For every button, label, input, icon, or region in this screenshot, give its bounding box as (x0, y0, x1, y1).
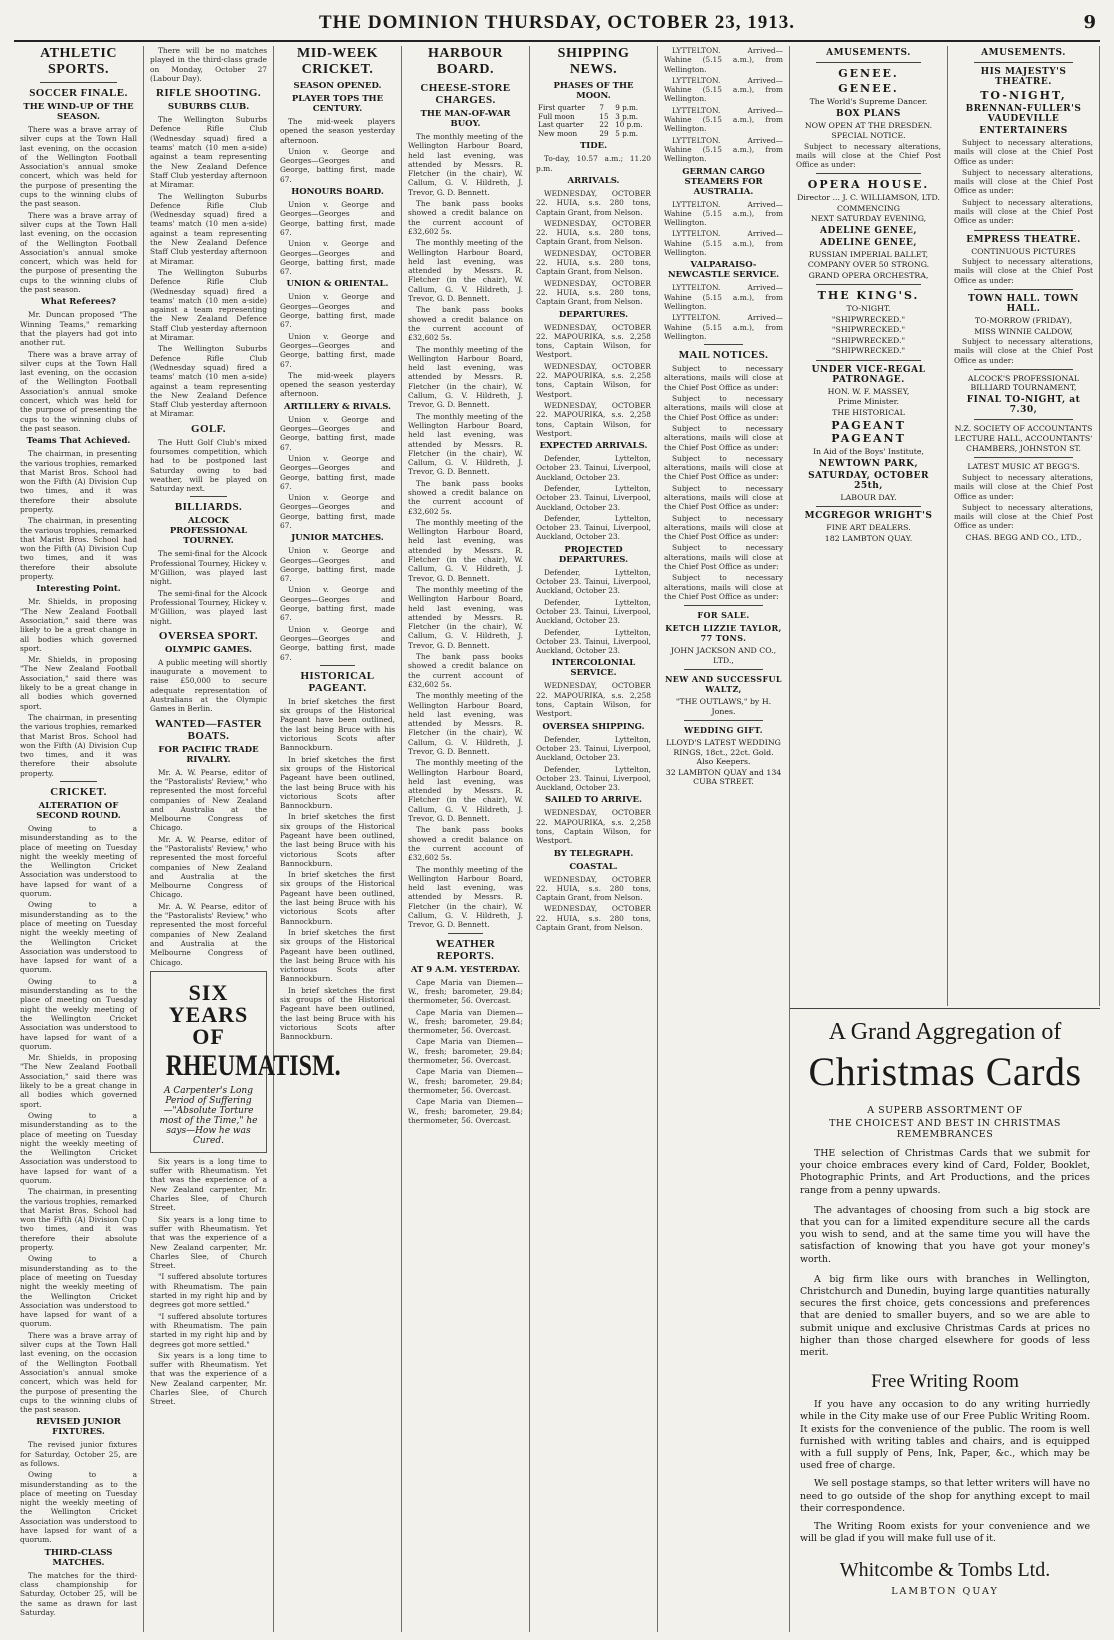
genee-title: GENEE. (838, 67, 899, 80)
adeline-genee-2: ADELINE GENEE, (819, 237, 918, 248)
alteration-subheading: ALTERATION OF SECOND ROUND. (36, 801, 121, 821)
day-cell: 22 (599, 120, 609, 130)
lecture-hall-line: LECTURE HALL, ACCOUNTANTS' CHAMBERS, JOHNSTON ST. (954, 434, 1093, 453)
company-line: COMPANY OVER 50 STRONG. (807, 260, 930, 270)
article-paragraph: The chairman, in presenting the various trophies, remarked that Marist Bros. School had won the Fifth (A) Division Cup two times, and it was therefore their absolute property. (20, 449, 137, 514)
article-paragraph: The monthly meeting of the Wellington Harbour Board, held last evening, was attended by Messrs. R. Fletcher (in the chair), W. Callum, G. V. Hildreth, J. Trevor, G. D. Bennett. (408, 864, 523, 930)
time-cell: 9 p.m. (615, 103, 639, 112)
article-paragraph: Subject to necessary alterations, mails will close at the Chief Post Office as under: (664, 513, 783, 542)
empress-theatre-title: EMPRESS THEATRE. (966, 234, 1081, 245)
wanted-heading: WANTED—FASTER BOATS. (154, 717, 263, 742)
writing-room-paragraph-2: We sell postage stamps, so that letter writers will have no need to go outside of the shop for anything except to mail their correspondence. (800, 1478, 1090, 1514)
boys-institute-line: In Aid of the Boys' Institute, (812, 447, 925, 457)
divider (974, 230, 1073, 231)
article-paragraph: The bank pass books showed a credit balance on the current account of £32,602 5s. (408, 478, 523, 516)
sailed-subheading: SAILED TO ARRIVE. (545, 795, 642, 806)
article-paragraph: WEDNESDAY, OCTOBER 22. HUIA, s.s. 280 tons, Captain Grant, from Nelson. (536, 278, 651, 307)
athletic-sports-heading: ATHLETIC SPORTS. (40, 46, 117, 77)
labour-day-line: LABOUR DAY. (840, 492, 897, 502)
newtown-park-line: NEWTOWN PARK, (818, 458, 919, 469)
article-paragraph: Owing to a misunderstanding as to the place of meeting on Tuesday night the weekly meeting of the Wellington Cricket Association was understood to have lapsed for want of a quorum. (20, 900, 137, 975)
article-paragraph: The monthly meeting of the Wellington Harbour Board, held last evening, was attended by Messrs. R. Fletcher (in the chair), W. Callum, G. V. Hildreth, J. Trevor, G. D. Bennett. (408, 584, 523, 650)
seller-name: JOHN JACKSON AND CO., LTD., (670, 646, 777, 665)
advert-title-line-1: A Grand Aggregation of (828, 1019, 1062, 1045)
caldow-line: MISS WINNIE CALDOW, (974, 326, 1073, 336)
article-paragraph: In brief sketches the first six groups of the Historical Pageant have been outlined, the last being Bruce with his victorious Scots after Bannockburn. (280, 812, 395, 868)
wedding-rings-text: LLOYD'S LATEST WEDDING RINGS, 18ct., 22ct. Gold. Also Keepers. (666, 738, 781, 767)
article-paragraph: Union v. George and Georges—Georges and George, batting first, made 67. (280, 453, 395, 491)
article-paragraph: Subject to necessary alterations, mails will close at the Chief Post Office as under: (664, 483, 783, 512)
adeline-genee-1: ADELINE GENEE, (819, 225, 918, 236)
writing-room-paragraph-1: If you have any occasion to do any writing hurriedly while in the City make use of our Free Public Writing Room. It exists for the convenience of the public. The room is well furnished with writing tables and chairs, and is equipped with a full supply of Pens, Ink, Paper, &c., which may be used free of charge. (800, 1399, 1090, 1472)
article-paragraph: LYTTELTON. Arrived—Wahine (5.15 a.m.), from Wellington. (664, 199, 783, 228)
article-paragraph: Six years is a long time to suffer with Rheumatism. Yet that was the experience of a New Zealand carpenter, Mr. Charles Slee, of Church Street. (150, 1350, 267, 1407)
suburbs-club-subheading: SUBURBS CLUB. (167, 102, 250, 113)
article-paragraph: Subject to necessary alterations, mails will close at the Chief Post Office as under: (664, 423, 783, 452)
article-paragraph: Subject to necessary alterations, mails will close at the Chief Post Office as under: (664, 364, 783, 392)
article-paragraph: In brief sketches the first six groups of the Historical Pageant have been outlined, the last being Bruce with his victorious Scots after Bannockburn. (280, 870, 395, 926)
article-paragraph: Union v. George and Georges—Georges and George, batting first, made 67. (280, 200, 395, 237)
divider (320, 665, 355, 666)
mid-week-cricket-heading: MID-WEEK CRICKET. (297, 46, 378, 77)
shop-address: 32 LAMBTON QUAY and 134 CUBA STREET. (665, 767, 782, 787)
article-paragraph: Subject to necessary alterations, mails will close at the Chief Post Office as under: (796, 141, 941, 170)
accountants-society-line: N.Z. SOCIETY OF ACCOUNTANTS (954, 423, 1093, 433)
weather-reports-heading: WEATHER REPORTS. (435, 937, 496, 962)
mail-notices-heading: MAIL NOTICES. (678, 349, 769, 362)
article-paragraph: The monthly meeting of the Wellington Harbour Board, held last evening, was attended by Messrs. R. Fletcher (in the chair), W. Callum, G. V. Hildreth, J. Trevor, G. D. Bennett. (408, 758, 523, 824)
article-paragraph: LYTTELTON. Arrived—Wahine (5.15 a.m.), from Wellington. (664, 105, 783, 134)
day-cell: 15 (599, 111, 609, 121)
article-paragraph: LYTTELTON. Arrived—Wahine (5.15 a.m.), from Wellington. (664, 75, 783, 104)
phase-cell: New moon (538, 128, 578, 138)
article-paragraph: WEDNESDAY, OCTOBER 22. HUIA, s.s. 280 tons, Captain Grant, from Nelson. (536, 218, 651, 247)
arrivals-subheading: ARRIVALS. (567, 175, 620, 186)
article-paragraph: There was a brave array of silver cups at the Town Hall last evening, on the occasion of the Wellington Football Association's annual smoke concert, which was held for the purpose of presenting the cups to the winning clubs of the past season. (20, 125, 137, 209)
page-number: 9 (1083, 12, 1096, 33)
pacific-subheading: FOR PACIFIC TRADE RIVALRY. (158, 744, 259, 765)
olympic-subheading: OLYMPIC GAMES. (165, 644, 252, 655)
billiards-heading: BILLIARDS. (174, 501, 243, 514)
article-paragraph: Mr. A. W. Pearse, editor of the "Pastoralists' Review," who represented the most forceful companies of New Zealand and Australia at the Melbourne Congress of Chicago. (150, 834, 267, 900)
firm-name: Whitcombe & Tombs Ltd. (839, 1559, 1051, 1582)
continuous-pictures-line: CONTINUOUS PICTURES (971, 246, 1076, 256)
article-paragraph: The bank pass books showed a credit balance on the current account of £32,602 5s. (408, 652, 523, 689)
revised-fixtures-subheading: REVISED JUNIOR FIXTURES. (36, 1417, 121, 1438)
article-paragraph: Mr. Shields, in proposing "The New Zealand Football Association," said there was likely to be a great change in all bodies which governed sport. (20, 597, 137, 653)
article-paragraph: The Wellington Suburbs Defence Rifle Club (Wednesday squad) fired a teams' match (10 men a-side) against a team representing the New Zealand Defence Staff Club yesterday afternoon at Miramar. (150, 344, 267, 419)
oversea-sport-heading: OVERSEA SPORT. (158, 629, 259, 642)
article-paragraph: Cape Maria van Diemen—W., fresh; barometer, 29.84; thermometer, 56. Overcast. (408, 1007, 523, 1036)
russian-ballet-line: RUSSIAN IMPERIAL BALLET, (808, 249, 929, 259)
column-amusements-left (790, 46, 948, 1006)
article-paragraph: Union v. George and Georges—Georges and George, batting first, made 67. (280, 239, 395, 277)
masthead (14, 10, 1100, 42)
article-paragraph: Cape Maria van Diemen—W., fresh; barometer, 29.84; thermometer, 56. Overcast. (408, 977, 523, 1006)
article-paragraph: The matches for the third-class championship for Saturday, October 25, will be the same as drawn for last Saturday. (20, 1570, 137, 1617)
advert-paragraph-2: The advantages of choosing from such a big stock are that you can for a limited expenditure secure all the cards you wish to send, and at the same time you will have the satisfaction of knowing that you have got your money's worth. (800, 1204, 1090, 1265)
fine-art-line: FINE ART DEALERS. (826, 523, 911, 533)
article-paragraph: WEDNESDAY, OCTOBER 22. MAPOURIKA, s.s. 2,258 tons, Captain Wilson, for Westport. (536, 808, 651, 846)
article-paragraph: In brief sketches the first six groups of the Historical Pageant have been outlined, the last being Bruce with his victorious Scots after Bannockburn. (280, 696, 395, 753)
article-paragraph: The Wellington Suburbs Defence Rifle Club (Wednesday squad) fired a teams' match (10 men a-side) against a team representing the New Zealand Defence Staff Club yesterday afternoon at Miramar. (150, 191, 267, 266)
divider (816, 62, 921, 63)
column-mid-week-cricket (274, 46, 402, 1632)
advert-paragraph-3: A big firm like ours with branches in Wellington, Christchurch and Dunedin, buying large quantities naturally secures the first choice, gets concessions and preferences that are denied to smaller buyers, and so we are able to submit unique and exclusive Christmas Cards at prices no higher than those charged elsewhere for goods of less merit. (800, 1273, 1090, 1359)
article-paragraph: The monthly meeting of the Wellington Harbour Board, held last evening, was attended by Messrs. R. Fletcher (in the chair), W. Callum, G. V. Hildreth, J. Trevor, G. D. Bennett. (408, 691, 523, 756)
article-paragraph: Mr. Shields, in proposing "The New Zealand Football Association," said there was likely to be a great change in all bodies which governed sport. (20, 655, 137, 711)
ketch-notice: KETCH LIZZIE TAYLOR, 77 TONS. (665, 623, 782, 644)
divider (684, 669, 763, 670)
divider (40, 82, 117, 83)
article-paragraph: The chairman, in presenting the various trophies, remarked that Marist Bros. School had won the Fifth (A) Division Cup two times, and it was therefore their absolute property. (20, 516, 137, 582)
article-paragraph: The monthly meeting of the Wellington Harbour Board, held last evening, was attended by Messrs. R. Fletcher (in the chair), W. Callum, G. V. Hildreth, J. Trevor, G. D. Bennett. (408, 238, 523, 304)
article-paragraph: The Hutt Golf Club's mixed foursomes competition, which had to be postponed last Saturday owing to bad weather, will be played on Saturday next. (150, 437, 267, 494)
article-paragraph: The Wellington Suburbs Defence Rifle Club (Wednesday squad) fired a teams' match (10 men a-side) against a team representing the New Zealand Defence Staff Club yesterday afternoon at Miramar. (150, 115, 267, 190)
article-paragraph: Owing to a misunderstanding as to the place of meeting on Tuesday night the weekly meeting of the Wellington Cricket Association was understood to have lapsed for want of a quorum. (20, 1254, 137, 1329)
shipwrecked-line: "SHIPWRECKED." (831, 325, 906, 335)
now-open-label: NOW OPEN AT THE DRESDEN. (804, 120, 933, 130)
lambton-line: 182 LAMBTON QUAY. (824, 533, 913, 543)
article-paragraph: Subject to necessary alterations, mails will close at the Chief Post Office as under: (954, 472, 1093, 501)
century-subheading: PLAYER TOPS THE CENTURY. (291, 94, 384, 114)
shipwrecked-line: "SHIPWRECKED." (831, 335, 906, 345)
article-paragraph: Owing to a misunderstanding as to the place of meeting on Tuesday night the weekly meeting of the Wellington Cricket Association was understood to have lapsed for want of a quorum. (20, 1470, 137, 1545)
article-paragraph: The revised junior fixtures for Saturday, October 25, are as follows. (20, 1440, 137, 1468)
divider (974, 289, 1073, 290)
genee-subtitle: The World's Supreme Dancer. (809, 97, 928, 106)
next-saturday-line: NEXT SATURDAY EVENING, (810, 214, 927, 224)
chas-begg-line: CHAS. BEGG AND CO., LTD., (965, 532, 1082, 542)
alcock-tournament-line: ALCOCK'S PROFESSIONAL BILLIARD TOURNAMENT, (967, 373, 1080, 393)
article-paragraph: Union v. George and Georges—Georges and George, batting first, made 67. (280, 414, 395, 452)
article-paragraph: "I suffered absolute tortures with Rheumatism. The pain started in my right hip and by degrees got more settled." (150, 1311, 267, 1349)
article-paragraph: Defender, Lyttelton, October 23. Tainui, Liverpool, Auckland, October 23. (536, 597, 651, 626)
latest-music-line: LATEST MUSIC AT BEGG'S. (967, 462, 1080, 472)
article-paragraph: The bank pass books showed a credit balance on the current account of £32,602 5s. (408, 305, 523, 343)
article-paragraph: Cape Maria van Diemen—W., fresh; barometer, 29.84; thermometer, 56. Overcast. (408, 1067, 523, 1095)
kings-title: THE KING'S. (817, 289, 920, 303)
article-paragraph: Union v. George and Georges—Georges and George, batting first, made 67. (280, 331, 395, 369)
article-paragraph: LYTTELTON. Arrived—Wahine (5.15 a.m.), from Wellington. (664, 313, 783, 341)
divider (816, 360, 921, 361)
town-hall-title: TOWN HALL. TOWN HALL. (968, 294, 1079, 315)
waltz-heading: NEW AND SUCCESSFUL WALTZ, (665, 674, 782, 695)
brennan-fullers-line: BRENNAN-FULLER'S VAUDEVILLE (965, 104, 1082, 124)
junior-matches-subheading: JUNIOR MATCHES. (291, 533, 384, 544)
article-paragraph: Owing to a misunderstanding as to the place of meeting on Tuesday night the weekly meeting of the Wellington Cricket Association was understood to have lapsed for want of a quorum. (20, 824, 137, 899)
article-paragraph: WEDNESDAY, OCTOBER 22. MAPOURIKA, s.s. 2,258 tons, Captain Wilson, for Westport. (536, 361, 651, 399)
cheese-store-subheading: CHEESE-STORE CHARGES. (420, 82, 511, 106)
director-line: Director ... J. C. WILLIAMSON, LTD. (797, 193, 940, 203)
article-paragraph: Subject to necessary alterations, mails will close at the Chief Post Office as under: (954, 138, 1093, 166)
shipwrecked-line: "SHIPWRECKED." (831, 346, 906, 356)
article-paragraph: Subject to necessary alterations, mails will close at the Chief Post Office as under: (954, 167, 1093, 196)
article-paragraph: The chairman, in presenting the various trophies, remarked that Marist Bros. School had won the Fifth (A) Division Cup two times, and it was therefore their absolute property. (20, 1187, 137, 1253)
article-paragraph: To-day, 10.57 a.m.; 11.20 p.m. (536, 154, 651, 173)
column-amusements-right (948, 46, 1100, 1006)
article-paragraph: Defender, Lyttelton, October 23. Tainui, Liverpool, Auckland, October 23. (536, 764, 651, 793)
man-of-war-subheading: THE MAN-OF-WAR BUOY. (420, 109, 511, 129)
phase-cell: First quarter (538, 103, 586, 112)
interesting-point-subheading: Interesting Point. (36, 584, 121, 595)
article-paragraph: Defender, Lyttelton, October 23. Tainui, Liverpool, Auckland, October 23. (536, 627, 651, 656)
amusements-heading: AMUSEMENTS. (981, 48, 1066, 58)
article-paragraph: Mr. Duncan proposed "The Winning Teams," remarking that the players had got into another rut. (20, 310, 137, 348)
article-paragraph: WEDNESDAY, OCTOBER 22. HUIA, s.s. 280 tons, Captain Grant, from Nelson. (536, 188, 651, 217)
divider (448, 933, 483, 934)
article-paragraph: The bank pass books showed a credit balance on the current account of £32,602 5s. (408, 825, 523, 863)
article-paragraph: Mr. Shields, in proposing "The New Zealand Football Association," said there was likely to be a great change in all bodies which governed sport. (20, 1053, 137, 1109)
article-paragraph: Union v. George and Georges—Georges and George, batting first, made 67. (280, 493, 395, 530)
final-tonight-line: FINAL TO-NIGHT, at 7.30, (966, 394, 1081, 415)
divider (60, 781, 97, 782)
third-class-subheading: THIRD-CLASS MATCHES. (44, 1547, 113, 1568)
article-paragraph: The Wellington Suburbs Defence Rifle Club (Wednesday squad) fired a teams' match (10 men a-side) against a team representing the New Zealand Defence Staff Club yesterday afternoon at Miramar. (150, 267, 267, 343)
intercolonial-subheading: INTERCOLONIAL SERVICE. (551, 658, 636, 679)
german-cargo-subheading: GERMAN CARGO STEAMERS FOR AUSTRALIA. (682, 166, 765, 197)
article-paragraph: Union v. George and Georges—Georges and George, batting first, made 67. (280, 146, 395, 184)
article-paragraph: There was a brave array of silver cups at the Town Hall last evening, on the occasion of the Wellington Football Association's annual smoke concert, which was held for the purpose of presenting the cups to the winning clubs of the past season. (20, 1330, 137, 1415)
article-paragraph: The mid-week players opened the season yesterday afternoon. (280, 117, 395, 145)
article-paragraph: There will be no matches played in the third-class grade on Monday, October 27 (Labour Day). (150, 46, 267, 83)
golf-heading: GOLF. (191, 422, 226, 435)
article-paragraph: Cape Maria van Diemen—W., fresh; barometer, 29.84; thermometer, 56. Overcast. (408, 1097, 523, 1125)
article-paragraph: Mr. A. W. Pearse, editor of the "Pastoralists' Review," who represented the most forceful companies of New Zealand and Australia at the Melbourne Congress of Chicago. (150, 767, 267, 833)
his-majestys-title: HIS MAJESTY'S THEATRE. (980, 67, 1067, 87)
genee-title-2: GENEE. (838, 82, 899, 95)
article-paragraph: The mid-week players opened the season yesterday afternoon. (280, 370, 395, 399)
tomorrow-line: TO-MORROW (FRIDAY), (974, 316, 1073, 326)
wind-up-subheading: THE WIND-UP OF THE SEASON. (23, 102, 134, 122)
divider (974, 369, 1073, 370)
article-paragraph: Union v. George and Georges—Georges and George, batting first, made 67. (280, 546, 395, 584)
advert-heading: SIX YEARS OF (168, 979, 249, 1049)
article-paragraph: LYTTELTON. Arrived—Wahine (5.15 a.m.), from Wellington. (664, 135, 783, 164)
saturday-line: SATURDAY, OCTOBER 25th, (808, 470, 929, 491)
projected-departures-subheading: PROJECTED DEPARTURES. (558, 544, 629, 565)
article-paragraph: Defender, Lyttelton, October 23. Tainui, Liverpool, Auckland, October 23. (536, 483, 651, 512)
article-paragraph: Subject to necessary alterations, mails will close at the Chief Post Office as under: (954, 502, 1093, 531)
artillery-subheading: ARTILLERY & RIVALS. (283, 401, 392, 412)
article-paragraph: In brief sketches the first six groups of the Historical Pageant have been outlined, the last being Bruce with his victorious Scots after Bannockburn. (280, 985, 395, 1042)
time-cell: 3 p.m. (615, 111, 639, 121)
article-paragraph: In brief sketches the first six groups of the Historical Pageant have been outlined, the last being Bruce with his victorious Scots after Bannockburn. (280, 754, 395, 811)
article-paragraph: There was a brave array of silver cups at the Town Hall last evening, on the occasion of the Wellington Football Association's annual smoke concert, which was held for the purpose of presenting the cups to the winning clubs of the past season. (20, 349, 137, 433)
article-paragraph: Union v. George and Georges—Georges and George, batting first, made 67. (280, 292, 395, 330)
article-paragraph: The monthly meeting of the Wellington Harbour Board, held last evening, was attended by Messrs. R. Fletcher (in the chair), W. Callum, G. V. Hildreth, J. Trevor, G. D. Bennett. (408, 344, 523, 410)
tonight-line: TO-NIGHT. (846, 304, 891, 314)
article-paragraph: Subject to necessary alterations, mails will close at the Chief Post Office as under: (664, 453, 783, 482)
article-paragraph: WEDNESDAY, OCTOBER 22. HUIA, s.s. 280 tons, Captain Grant, from Nelson. (536, 904, 651, 933)
opera-house-title: OPERA HOUSE. (807, 178, 930, 192)
alcock-subheading: ALCOCK PROFESSIONAL TOURNEY. (169, 516, 248, 547)
article-paragraph: The monthly meeting of the Wellington Harbour Board, held last evening, was attended by Messrs. R. Fletcher (in the chair), W. Callum, G. V. Hildreth, J. Trevor, G. D. Bennett. (408, 132, 523, 197)
column-harbour-board (402, 46, 530, 1632)
article-paragraph: Defender, Lyttelton, October 23. Tainui, Liverpool, Auckland, October 23. (536, 567, 651, 596)
article-paragraph: WEDNESDAY, OCTOBER 22. MAPOURIKA, s.s. 2,258 tons, Captain Wilson, for Westport. (536, 681, 651, 719)
article-paragraph: LYTTELTON. Arrived—Wahine (5.15 a.m.), from Wellington. (664, 229, 783, 258)
special-notice-label: SPECIAL NOTICE. (831, 131, 906, 140)
time-cell: 5 p.m. (615, 128, 639, 138)
commencing-line: COMMENCING (837, 203, 900, 213)
article-paragraph: The bank pass books showed a credit balance on the current account of £32,602 5s. (408, 199, 523, 236)
president-line: HON. W. F. MASSEY, (827, 386, 910, 396)
article-paragraph: Owing to a misunderstanding as to the place of meeting on Tuesday night the weekly meeting of the Wellington Cricket Association was understood to have lapsed for want of a quorum. (20, 976, 137, 1051)
article-paragraph: Defender, Lyttelton, October 23. Tainui, Liverpool, Auckland, October 23. (536, 454, 651, 482)
divider (190, 496, 227, 497)
divider (816, 284, 921, 285)
article-paragraph: The monthly meeting of the Wellington Harbour Board, held last evening, was attended by Messrs. R. Fletcher (in the chair), W. Callum, G. V. Hildreth, J. Trevor, G. D. Bennett. (408, 517, 523, 583)
christmas-cards-advert (790, 1008, 1100, 1633)
vice-regal-line: UNDER VICE-REGAL PATRONAGE. (811, 364, 926, 385)
divider (974, 457, 1073, 458)
article-paragraph: Subject to necessary alterations, mails will close at the Chief Post Office as under: (664, 573, 783, 601)
divider (974, 62, 1073, 63)
orchestra-line: GRAND OPERA ORCHESTRA, (808, 270, 929, 280)
article-paragraph: A public meeting will shortly inaugurate a movement to raise £50,000 to secure adequate representation of Australians at the Olympic Games in Berlin. (150, 657, 267, 714)
article-paragraph: Cape Maria van Diemen—W., fresh; barometer, 29.84; thermometer, 56. Overcast. (408, 1037, 523, 1066)
time-cell: 10 p.m. (615, 120, 643, 130)
advert-paragraph-1: THE selection of Christmas Cards that we submit for your choice embraces every kind of Card, Folder, Booklet, Photographic Prints, and Art Productions, and the prices range from a penny upwards. (800, 1148, 1090, 1196)
article-paragraph: The semi-final for the Alcock Professional Tourney, Hickey v. M'Gillion, was played last night. (150, 588, 267, 626)
article-paragraph: LYTTELTON. Arrived—Wahine (5.15 a.m.), from Wellington. (664, 46, 783, 74)
divider (974, 419, 1073, 420)
article-paragraph: Union v. George and Georges—Georges and George, batting first, made 67. (280, 585, 395, 623)
prime-minister-line: Prime Minister. (837, 397, 900, 407)
advert-title-line-2: Christmas Cards (808, 1049, 1082, 1094)
shipping-news-heading: SHIPPING NEWS. (557, 46, 630, 77)
phases-moon-subheading: PHASES OF THE MOON. (553, 81, 634, 101)
coastal-subheading: COASTAL. (569, 861, 618, 872)
writing-room-paragraph-3: The Writing Room exists for your convenience and we will be glad if you will make full use of it. (800, 1521, 1090, 1545)
moon-phases-table (536, 104, 651, 138)
article-paragraph: "I suffered absolute tortures with Rheumatism. The pain started in my right hip and by degrees got more settled." (150, 1272, 267, 1310)
table-row (536, 130, 651, 139)
free-writing-room-heading: Free Writing Room (871, 1371, 1019, 1393)
telegraph-subheading: BY TELEGRAPH. (553, 848, 634, 859)
day-cell: 7 (599, 103, 604, 112)
pageant-title: PAGEANT PAGEANT (831, 419, 906, 446)
article-paragraph: In brief sketches the first six groups of the Historical Pageant have been outlined, the last being Bruce with his victorious Scots after Bannockburn. (280, 927, 395, 984)
tide-subheading: TIDE. (579, 141, 608, 152)
departures-subheading: DEPARTURES. (558, 309, 629, 320)
divider (816, 173, 921, 174)
column-shipping-news (530, 46, 658, 1632)
waltz-title: "THE OUTLAWS," by H. Jones. (675, 697, 772, 716)
article-paragraph: Subject to necessary alterations, mails will close at the Chief Post Office as under: (664, 543, 783, 572)
amusements-heading: AMUSEMENTS. (826, 48, 911, 58)
rifle-shooting-heading: RIFLE SHOOTING. (155, 87, 262, 100)
wedding-gift-heading: WEDDING GIFT. (684, 725, 763, 736)
article-paragraph: The semi-final for the Alcock Professional Tourney, Hickey v. M'Gillion, was played last night. (150, 549, 267, 587)
divider (684, 720, 763, 721)
entertainers-line: ENTERTAINERS (979, 126, 1068, 136)
article-paragraph: LYTTELTON. Arrived—Wahine (5.15 a.m.), from Wellington. (664, 283, 783, 311)
honours-board-subheading: HONOURS BOARD. (291, 187, 384, 198)
historical-line: THE HISTORICAL (832, 407, 905, 417)
firm-address: LAMBTON QUAY (891, 1586, 999, 1598)
article-paragraph: WEDNESDAY, OCTOBER 22. HUIA, s.s. 280 tons, Captain Grant, from Nelson. (536, 248, 651, 277)
box-plans-label: BOX PLANS (836, 108, 901, 119)
phase-cell: Last quarter (538, 120, 584, 130)
advert-subtitle-2: THE CHOICEST AND BEST IN CHRISTMAS REMEMBRANCES (829, 1118, 1061, 1140)
column-shipping-mail (658, 46, 790, 1632)
article-paragraph: Union v. George and Georges—Georges and George, batting first, made 67. (280, 624, 395, 662)
shipwrecked-line: "SHIPWRECKED." (831, 314, 906, 324)
article-paragraph: Six years is a long time to suffer with Rheumatism. Yet that was the experience of a New Zealand carpenter, Mr. Charles Slee, of Church Street. (150, 1214, 267, 1271)
harbour-board-heading: HARBOUR BOARD. (427, 46, 504, 77)
article-paragraph: Defender, Lyttelton, October 23. Tainui, Liverpool, Auckland, October 23. (536, 513, 651, 542)
article-paragraph: Subject to necessary alterations, mails will close at the Chief Post Office as under: (664, 394, 783, 422)
divider (816, 506, 921, 507)
article-paragraph: Owing to a misunderstanding as to the place of meeting on Tuesday night the weekly meeting of the Wellington Cricket Association was understood to have lapsed for want of a quorum. (20, 1110, 137, 1185)
column-athletic-sports (14, 46, 144, 1632)
article-paragraph: WEDNESDAY, OCTOBER 22. MAPOURIKA, s.s. 2,258 tons, Captain Wilson, for Westport. (536, 322, 651, 360)
soccer-finale-heading: SOCCER FINALE. (29, 87, 128, 99)
tonight-title: TO-NIGHT, (980, 89, 1067, 102)
article-paragraph: Mr. A. W. Pearse, editor of the "Pastoralists' Review," who represented the most forceful companies of New Zealand and Australia at the Melbourne Congress of Chicago. (150, 901, 267, 967)
oversea-shipping-subheading: OVERSEA SHIPPING. (542, 721, 645, 732)
for-sale-heading: FOR SALE. (697, 610, 750, 621)
teams-subheading: Teams That Achieved. (26, 436, 131, 447)
valparaiso-subheading: VALPARAISO-NEWCASTLE SERVICE. (667, 260, 780, 281)
divider (684, 605, 763, 606)
mcgregor-wright-line: MCGREGOR WRIGHT'S (804, 511, 933, 522)
masthead-title: THE DOMINION THURSDAY, OCTOBER 23, 1913. (318, 12, 796, 33)
article-paragraph: Subject to necessary alterations, mails will close at the Chief Post Office as under: (954, 337, 1093, 365)
phase-cell: Full moon (538, 111, 575, 121)
article-paragraph: The monthly meeting of the Wellington Harbour Board, held last evening, was attended by Messrs. R. Fletcher (in the chair), W. Callum, G. V. Hildreth, J. Trevor, G. D. Bennett. (408, 411, 523, 477)
article-paragraph: Six years is a long time to suffer with Rheumatism. Yet that was the experience of a New Zealand carpenter, Mr. Charles Slee, of Church Street. (150, 1156, 267, 1213)
advert-subheading: A Carpenter's Long Period of Suffering—"Absolute Torture most of the Time," he says—How he was Cured. (159, 1085, 258, 1146)
article-paragraph: Subject to necessary alterations, mails will close at the Chief Post Office as under: (954, 257, 1093, 285)
historical-pageant-heading: HISTORICAL PAGEANT. (300, 669, 375, 694)
cricket-heading: CRICKET. (50, 786, 107, 798)
divider (704, 344, 743, 345)
what-referees-subheading: What Referees? (41, 297, 116, 308)
day-cell: 29 (599, 128, 609, 138)
article-paragraph: There was a brave array of silver cups at the Town Hall last evening, on the occasion of the Wellington Football Association's annual smoke concert, which was held for the purpose of presenting the cups to the winning clubs of the past season. (20, 210, 137, 295)
article-paragraph: Subject to necessary alterations, mails will close at the Chief Post Office as under: (954, 197, 1093, 226)
advert-heading-large: RHEUMATISM. (165, 1048, 341, 1082)
union-oriental-subheading: UNION & ORIENTAL. (286, 279, 389, 290)
advert-subtitle-1: A SUPERB ASSORTMENT OF (867, 1105, 1023, 1116)
nine-am-subheading: AT 9 A.M. YESTERDAY. (410, 964, 521, 975)
article-paragraph: WEDNESDAY, OCTOBER 22. MAPOURIKA, s.s. 2,258 tons, Captain Wilson, for Westport. (536, 400, 651, 438)
article-paragraph: The chairman, in presenting the various trophies, remarked that Marist Bros. School had won the Fifth (A) Division Cup two times, and it was therefore their absolute property. (20, 712, 137, 778)
expected-arrivals-subheading: EXPECTED ARRIVALS. (539, 441, 648, 452)
season-opened-subheading: SEASON OPENED. (293, 81, 382, 91)
article-paragraph: WEDNESDAY, OCTOBER 22. HUIA, s.s. 280 tons, Captain Grant, from Nelson. (536, 874, 651, 903)
article-paragraph: Defender, Lyttelton, October 23. Tainui, Liverpool, Auckland, October 23. (536, 734, 651, 763)
